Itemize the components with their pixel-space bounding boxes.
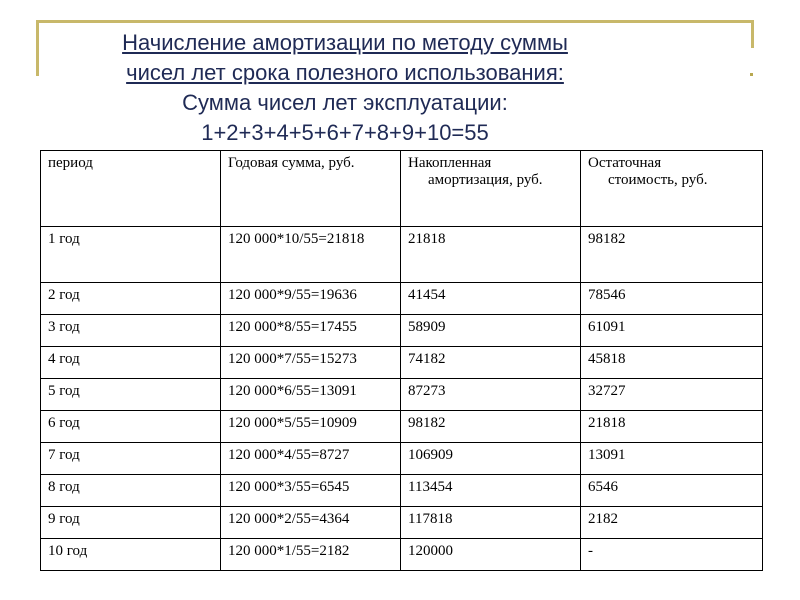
cell-residual: 2182 — [581, 507, 763, 539]
cell-accumulated: 21818 — [401, 227, 581, 283]
cell-annual-amount: 120 000*4/55=8727 — [221, 443, 401, 475]
header-residual-line1: Остаточная — [588, 155, 662, 171]
cell-accumulated: 113454 — [401, 475, 581, 507]
header-accumulated-depreciation — [401, 151, 581, 227]
cell-residual: 13091 — [581, 443, 763, 475]
cell-period: 4 год — [41, 347, 221, 379]
title-line-4: 1+2+3+4+5+6+7+8+9+10=55 — [201, 120, 489, 145]
title-line-3: Сумма чисел лет эксплуатации: — [182, 90, 508, 115]
title-line-1: Начисление амортизации по методу суммы — [122, 30, 568, 55]
decorative-frame-top — [36, 20, 754, 23]
amortization-table — [40, 150, 763, 571]
cell-period: 7 год — [41, 443, 221, 475]
cell-residual: - — [581, 539, 763, 571]
cell-annual-amount: 120 000*2/55=4364 — [221, 507, 401, 539]
cell-residual: 32727 — [581, 379, 763, 411]
table-row — [41, 227, 763, 283]
cell-accumulated: 58909 — [401, 315, 581, 347]
cell-annual-amount: 120 000*7/55=15273 — [221, 347, 401, 379]
header-residual-line2: стоимость, руб. — [608, 172, 708, 188]
cell-accumulated: 117818 — [401, 507, 581, 539]
cell-annual-amount: 120 000*8/55=17455 — [221, 315, 401, 347]
cell-residual: 45818 — [581, 347, 763, 379]
table-row — [41, 379, 763, 411]
cell-residual: 78546 — [581, 283, 763, 315]
table-row — [41, 507, 763, 539]
cell-accumulated: 41454 — [401, 283, 581, 315]
cell-accumulated: 87273 — [401, 379, 581, 411]
cell-period: 10 год — [41, 539, 221, 571]
header-period-text: период — [48, 155, 93, 171]
header-accumulated-line1: Накопленная — [408, 155, 492, 171]
header-annual-amount-text: Годовая сумма, руб. — [228, 155, 355, 171]
cell-period: 1 год — [41, 227, 221, 283]
table-row — [41, 411, 763, 443]
cell-period: 5 год — [41, 379, 221, 411]
cell-residual: 21818 — [581, 411, 763, 443]
cell-period: 6 год — [41, 411, 221, 443]
slide-title — [40, 28, 650, 148]
header-annual-amount — [221, 151, 401, 227]
header-period — [41, 151, 221, 227]
cell-residual: 98182 — [581, 227, 763, 283]
cell-annual-amount: 120 000*10/55=21818 — [221, 227, 401, 283]
cell-accumulated: 74182 — [401, 347, 581, 379]
table-row — [41, 475, 763, 507]
cell-annual-amount: 120 000*1/55=2182 — [221, 539, 401, 571]
table-row — [41, 443, 763, 475]
table-row — [41, 539, 763, 571]
cell-period: 2 год — [41, 283, 221, 315]
cell-accumulated: 120000 — [401, 539, 581, 571]
cell-residual: 61091 — [581, 315, 763, 347]
cell-accumulated: 106909 — [401, 443, 581, 475]
cell-period: 9 год — [41, 507, 221, 539]
header-accumulated-line2: амортизация, руб. — [428, 172, 543, 188]
cell-annual-amount: 120 000*6/55=13091 — [221, 379, 401, 411]
table-row — [41, 315, 763, 347]
title-line-2: чисел лет срока полезного использования: — [126, 60, 564, 85]
table-row — [41, 283, 763, 315]
cell-period: 8 год — [41, 475, 221, 507]
table-header-row — [41, 151, 763, 227]
decorative-dot — [750, 73, 753, 76]
decorative-frame-right — [751, 20, 754, 48]
header-residual-value — [581, 151, 763, 227]
cell-annual-amount: 120 000*9/55=19636 — [221, 283, 401, 315]
cell-accumulated: 98182 — [401, 411, 581, 443]
decorative-frame-left — [36, 20, 39, 76]
cell-annual-amount: 120 000*3/55=6545 — [221, 475, 401, 507]
cell-residual: 6546 — [581, 475, 763, 507]
table-row — [41, 347, 763, 379]
cell-annual-amount: 120 000*5/55=10909 — [221, 411, 401, 443]
cell-period: 3 год — [41, 315, 221, 347]
